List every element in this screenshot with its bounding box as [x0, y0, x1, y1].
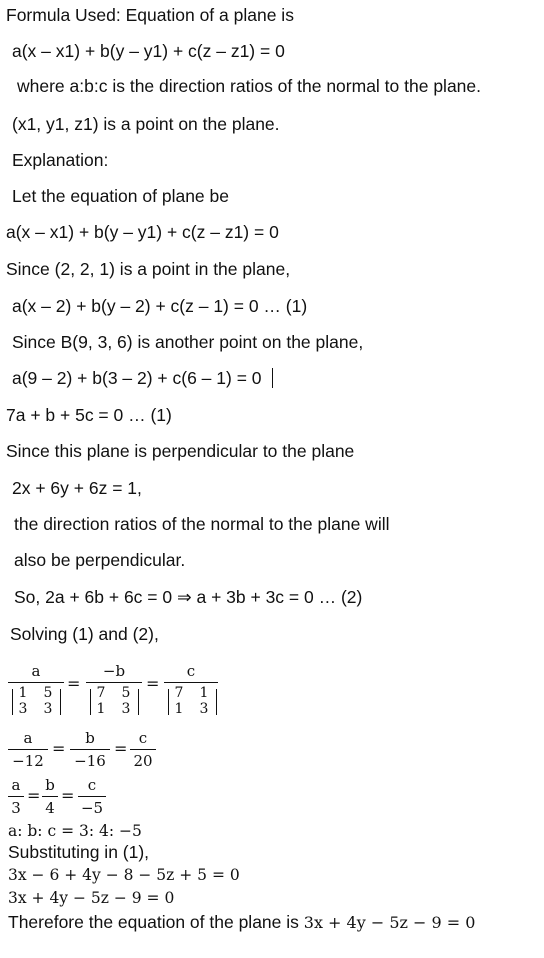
fraction-bar: [78, 796, 106, 797]
therefore-line: [8, 911, 475, 934]
fraction-bar: [130, 749, 156, 750]
equation-with-b-row: [12, 367, 273, 389]
equation-2: So, 2a + 6b + 6c = 0 ⇒ a + 3b + 3c = 0 … (2): [14, 587, 363, 607]
ratio1-fraction-c: [130, 729, 156, 770]
normal-perpendicular-line-2: also be perpendicular.: [14, 550, 186, 570]
determinant-2: [88, 686, 140, 718]
determinant-3: [166, 686, 218, 718]
formula-used-line: Formula Used: Equation of a plane is: [6, 5, 294, 25]
determinant-cell: 5: [121, 685, 131, 701]
plane-general-equation-2: a(x – x1) + b(y – y1) + c(z – z1) = 0: [6, 222, 279, 242]
fraction-denominator: 20: [133, 752, 153, 770]
cramer-fraction-c: [164, 662, 218, 685]
normal-perpendicular-line-1: the direction ratios of the normal to the plane will: [14, 514, 390, 534]
equals-sign: =: [114, 739, 128, 758]
fraction-bar: [42, 796, 58, 797]
fraction-bar: [70, 749, 110, 750]
fraction-numerator: c: [138, 729, 148, 747]
determinant-cell: 3: [121, 701, 131, 717]
therefore-text: Therefore the equation of the plane is: [8, 912, 304, 932]
determinant-cell: 1: [18, 685, 28, 701]
equals-sign: =: [61, 786, 75, 805]
equation-with-b: a(9 – 2) + b(3 – 2) + c(6 – 1) = 0: [12, 368, 262, 388]
fraction-bar: [86, 682, 142, 683]
let-equation-line: Let the equation of plane be: [12, 186, 229, 206]
determinant-cell: 7: [174, 685, 184, 701]
ratio1-fraction-a: [8, 729, 48, 770]
determinant-cell: 3: [43, 701, 53, 717]
fraction-denominator: −5: [80, 799, 104, 817]
equals-sign: =: [146, 674, 160, 693]
explanation-heading: Explanation:: [12, 150, 109, 170]
determinant-1: [10, 686, 62, 718]
determinant-bar-right: [216, 689, 217, 715]
equals-sign: =: [52, 739, 66, 758]
cramer-numerator-c: c: [186, 662, 196, 680]
direction-ratios-line: where a:b:c is the direction ratios of the normal to the plane.: [17, 76, 482, 96]
cramer-fraction-b: [86, 662, 142, 685]
determinant-cell: 1: [96, 701, 106, 717]
substituted-equation-1: 3x − 6 + 4y − 8 − 5z + 5 = 0: [8, 866, 240, 884]
fraction-numerator: b: [85, 729, 95, 747]
determinant-bar-left: [168, 689, 169, 715]
substituted-equation-2: 3x + 4y − 5z − 9 = 0: [8, 889, 175, 907]
text-cursor: [272, 368, 274, 388]
fraction-bar: [164, 682, 218, 683]
determinant-cell: 1: [199, 685, 209, 701]
equals-sign: =: [67, 674, 81, 693]
since-point-line: Since (2, 2, 1) is a point in the plane,: [6, 259, 291, 279]
point-on-plane-line: (x1, y1, z1) is a point on the plane.: [12, 114, 280, 134]
fraction-denominator: −12: [12, 752, 44, 770]
fraction-numerator: b: [45, 776, 55, 794]
cramer-numerator-b: −b: [102, 662, 126, 680]
cramer-fraction-a: [8, 662, 64, 685]
fraction-bar: [8, 796, 24, 797]
determinant-cell: 3: [18, 701, 28, 717]
determinant-cell: 3: [199, 701, 209, 717]
determinant-bar-right: [60, 689, 61, 715]
fraction-numerator: a: [23, 729, 33, 747]
fraction-denominator: 4: [45, 799, 55, 817]
cramer-numerator-a: a: [31, 662, 41, 680]
determinant-bar-left: [90, 689, 91, 715]
since-b-line: Since B(9, 3, 6) is another point on the plane,: [12, 332, 364, 352]
fraction-numerator: a: [11, 776, 21, 794]
given-plane-equation: 2x + 6y + 6z = 1,: [12, 478, 142, 498]
ratio-result: a: b: c = 3: 4: −5: [8, 822, 142, 840]
determinant-cell: 5: [43, 685, 53, 701]
fraction-bar: [8, 682, 64, 683]
ratio1-fraction-b: [70, 729, 110, 770]
fraction-denominator: −16: [74, 752, 106, 770]
fraction-numerator: c: [87, 776, 97, 794]
determinant-bar-right: [138, 689, 139, 715]
substituting-line: Substituting in (1),: [8, 842, 150, 862]
equation-1: 7a + b + 5c = 0 … (1): [6, 405, 172, 425]
solving-line: Solving (1) and (2),: [10, 624, 159, 644]
equation-with-point: a(x – 2) + b(y – 2) + c(z – 1) = 0 … (1): [12, 296, 308, 316]
ratio2-fraction-b: [42, 776, 58, 817]
determinant-cell: 1: [174, 701, 184, 717]
ratio2-fraction-a: [8, 776, 24, 817]
perpendicular-line: Since this plane is perpendicular to the plane: [6, 441, 355, 461]
fraction-denominator: 3: [11, 799, 21, 817]
determinant-bar-left: [12, 689, 13, 715]
ratio2-fraction-c: [78, 776, 106, 817]
determinant-cell: 7: [96, 685, 106, 701]
final-equation: 3x + 4y − 5z − 9 = 0: [303, 913, 476, 932]
plane-general-equation: a(x – x1) + b(y – y1) + c(z – z1) = 0: [12, 41, 285, 61]
equals-sign: =: [27, 786, 41, 805]
fraction-bar: [8, 749, 48, 750]
